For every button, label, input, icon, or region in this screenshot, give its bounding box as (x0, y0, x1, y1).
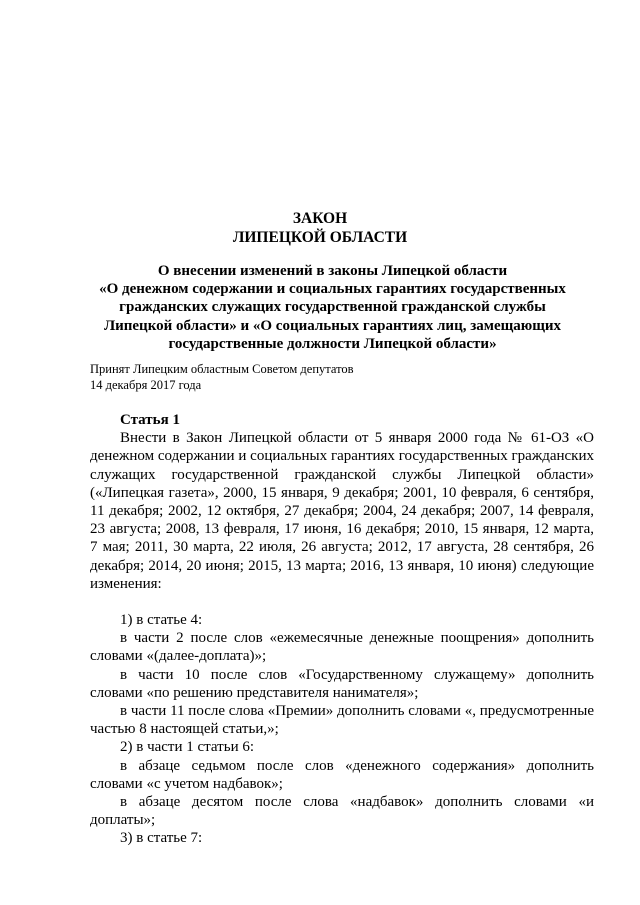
article-item: в части 11 после слова «Премии» дополнить словами «, предусмотренные частью 8 настоящей статьи,»; (90, 703, 594, 738)
article-item: 2) в части 1 статьи 6: (120, 739, 255, 756)
article-item: в абзаце седьмом после слов «денежного содержания» дополнить словами «с учетом надбавок»; (90, 757, 594, 792)
article-item: 1) в статье 4: (120, 612, 203, 629)
adoption-note (90, 362, 354, 393)
subtitle-line-4: Липецкой области» и «О социальных гарантиях лиц, замещающих (103, 317, 562, 334)
article-item: в части 2 после слов «ежемесячные денежные поощрения» дополнить словами «(далее-доплата)»; (90, 630, 594, 665)
title-line-2: ЛИПЕЦКОЙ ОБЛАСТИ (232, 229, 408, 246)
law-subtitle (90, 262, 575, 353)
article-item: 3) в статье 7: (120, 830, 203, 847)
article-heading: Статья 1 (120, 412, 180, 428)
subtitle-line-1: О внесении изменений в законы Липецкой области (157, 263, 508, 279)
article-intro-paragraph: Внести в Закон Липецкой области от 5 января 2000 года № 61-ОЗ «О денежном содержании и социальных гарантиях государственных гражданских служащих государственной гражданской службы Липецкой области» («Липецкая газета», 2000, 15 января, 9 декабря; 2001, 10 февраля, 6 сентября, 11 декабря; 2002, 12 октября, 27 декабря; 2004, 24 декабря; 2007, 14 февраля, 23 августа; 2008, 13 февраля, 17 июня, 16 декабря; 2010, 15 января, 12 марта, 7 мая; 2011, 30 марта, 22 июля, 26 августа; 2012, 17 августа, 28 сентября, 26 декабря; 2014, 20 июня; 2015, 13 марта; 2016, 13 января, 10 июня) следующие изменения: (90, 430, 594, 592)
subtitle-line-5: государственные должности Липецкой области» (168, 335, 497, 352)
subtitle-line-2: «О денежном содержании и социальных гарантиях государственных (99, 281, 566, 298)
article-item: в абзаце десятом после слова «надбавок» дополнить словами «и доплаты»; (90, 794, 594, 829)
adoption-date: 14 декабря 2017 года (90, 377, 202, 392)
article-item: в части 10 после слов «Государственному служащему» дополнить словами «по решению представителя нанимателя»; (90, 666, 594, 701)
paragraph-spacer (90, 593, 594, 611)
article-1 (90, 411, 594, 848)
adoption-body: Принят Липецким областным Советом депутатов (90, 362, 354, 376)
law-title (0, 209, 640, 247)
subtitle-line-3: гражданских служащих государственной гражданской службы (119, 299, 546, 316)
title-line-1: ЗАКОН (292, 210, 348, 227)
